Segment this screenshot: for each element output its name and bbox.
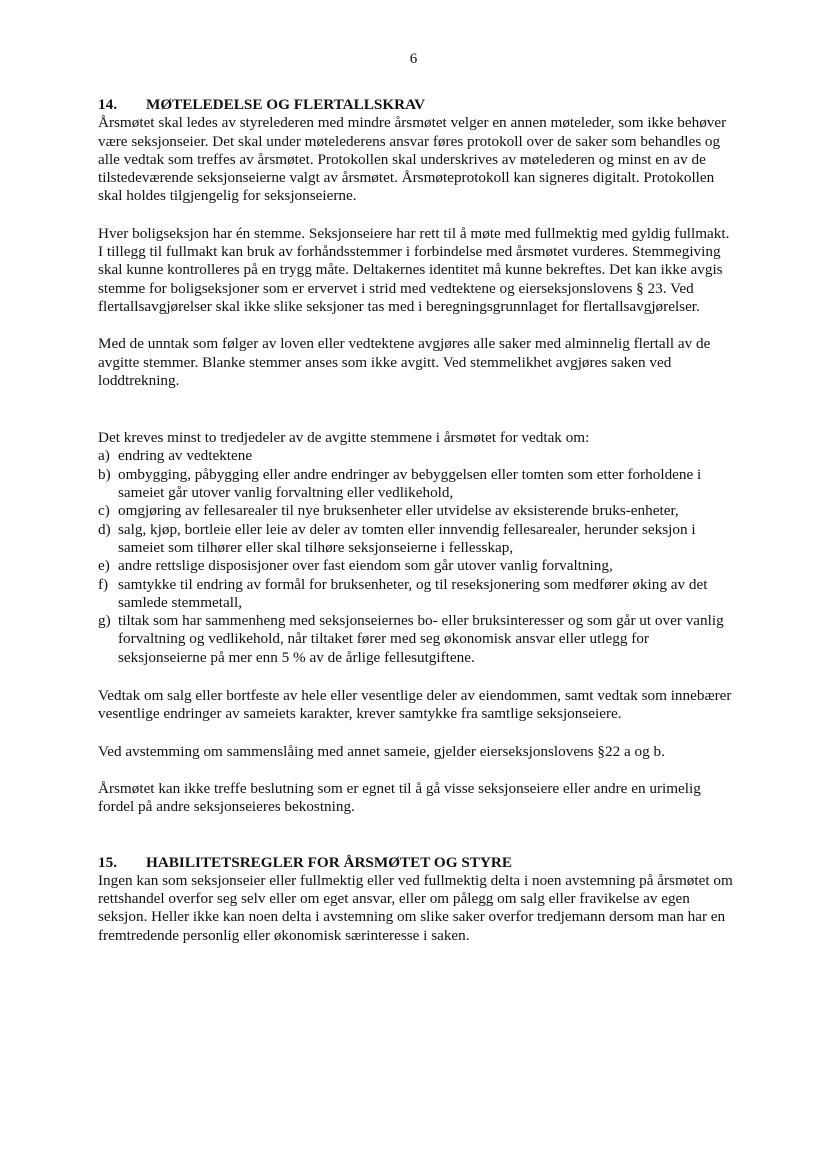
list-marker: e) <box>98 557 110 575</box>
list-item <box>98 447 738 465</box>
list-text: andre rettslige disposisjoner over fast eiendom som går utover vanlig forvaltning, <box>118 557 613 575</box>
list-intro: Det kreves minst to tredjedeler av de avgitte stemmene i årsmøtet for vedtak om: <box>98 429 590 447</box>
list-text: omgjøring av fellesarealer til nye bruksenheter eller utvidelse av eksisterende bruks-enheter, <box>118 502 679 520</box>
section-15-heading <box>98 854 738 872</box>
list-marker: g) <box>98 612 111 630</box>
vote-requirement-list <box>98 447 738 667</box>
list-item <box>98 502 738 520</box>
section-14-paragraph-6: Årsmøtet kan ikke treffe beslutning som er egnet til å gå visse seksjonseiere eller andre en urimelig fordel på andre seksjonseieres bekostning. <box>98 779 701 816</box>
document-body <box>98 96 738 945</box>
list-text: tiltak som har sammenheng med seksjonseiernes bo- eller bruksinteresser og som går ut over vanlig forvaltning og vedlikehold, når tiltaket fører med seg økonomisk ansvar eller utlegg for seksjonseierne på mer enn 5 % av de årlige fellesutgiftene. <box>118 612 724 666</box>
list-marker: a) <box>98 447 110 465</box>
list-text: samtykke til endring av formål for bruksenheter, og til reseksjonering som medfører øking av det samlede stemmetall, <box>118 575 708 611</box>
list-item <box>98 521 738 558</box>
list-text: salg, kjøp, bortleie eller leie av deler av tomten eller innvendig fellesarealer, herunder seksjon i sameiet som tilhører eller skal tilhøre seksjonseierne i fellesskap, <box>118 520 696 556</box>
section-14-paragraph-4: Vedtak om salg eller bortfeste av hele eller vesentlige deler av eiendommen, samt vedtak som innebærer vesentlige endringer av sameiets karakter, krever samtykke fra samtlige seksjonseiere. <box>98 687 732 723</box>
section-14-number: 14. <box>98 96 117 113</box>
list-item <box>98 612 738 667</box>
section-15-number: 15. <box>98 853 117 871</box>
section-14-paragraph-2: Hver boligseksjon har én stemme. Seksjonseiere har rett til å møte med fullmektig med gyldig fullmakt. I tillegg til fullmakt kan bruk av forhåndsstemmer i forbindelse med årsmøtet vurderes. Stemmegiving skal kunne kontrolleres på en trygg måte. Deltakernes identitet må kunne bekreftes. Det kan ikke avgis stemme for boligseksjoner som er ervervet i strid med vedtektene og eierseksjonslovens § 23. Ved flertallsavgjørelser skal ikke slike seksjoner tas med i beregningsgrunnlaget for flertallsavgjørelser. <box>98 224 730 315</box>
list-marker: c) <box>98 502 110 520</box>
list-marker: b) <box>98 465 111 483</box>
section-14-heading <box>98 96 738 114</box>
list-item <box>98 576 738 613</box>
section-14-paragraph-5: Ved avstemming om sammenslåing med annet sameie, gjelder eierseksjonslovens §22 a og b. <box>98 742 665 760</box>
list-item <box>98 557 738 575</box>
list-marker: f) <box>98 575 109 593</box>
section-14-title: MØTELEDELSE OG FLERTALLSKRAV <box>146 96 426 113</box>
page-number: 6 <box>409 51 418 67</box>
section-15-title: HABILITETSREGLER FOR ÅRSMØTET OG STYRE <box>146 853 512 871</box>
list-marker: d) <box>98 520 111 538</box>
section-14-paragraph-1: Årsmøtet skal ledes av styrelederen med mindre årsmøtet velger en annen møteleder, som ikke behøver være seksjonseier. Det skal under møtelederens ansvar føres protokoll over de saker som behandles og alle vedtak som treffes av årsmøtet. Protokollen skal underskrives av møtelederen og minst en av de tilstedeværende seksjonseierne valgt av årsmøtet. Årsmøteprotokoll kan signeres digitalt. Protokollen skal holdes tilgjengelig for seksjonseierne. <box>98 114 727 205</box>
list-item <box>98 466 738 503</box>
list-text: ombygging, påbygging eller andre endringer av bebyggelsen eller tomten som etter forholdene i sameiet går utover vanlig forvaltning eller vedlikehold, <box>118 465 702 502</box>
list-text: endring av vedtektene <box>118 447 253 465</box>
section-14-paragraph-3: Med de unntak som følger av loven eller vedtektene avgjøres alle saker med alminnelig flertall av de avgitte stemmer. Blanke stemmer anses som ikke avgitt. Ved stemmelikhet avgjøres saken ved loddtrekning. <box>98 335 711 389</box>
section-15-paragraph: Ingen kan som seksjonseier eller fullmektig eller ved fullmektig delta i noen avstemning på årsmøtet om rettshandel overfor seg selv eller om eget ansvar, eller om pålegg om salg eller fravikelse av egen seksjon. Heller ikke kan noen delta i avstemning om slike saker overfor tredjemann dersom man har en fremtredende personlig eller økonomisk særinteresse i saken. <box>98 871 733 944</box>
